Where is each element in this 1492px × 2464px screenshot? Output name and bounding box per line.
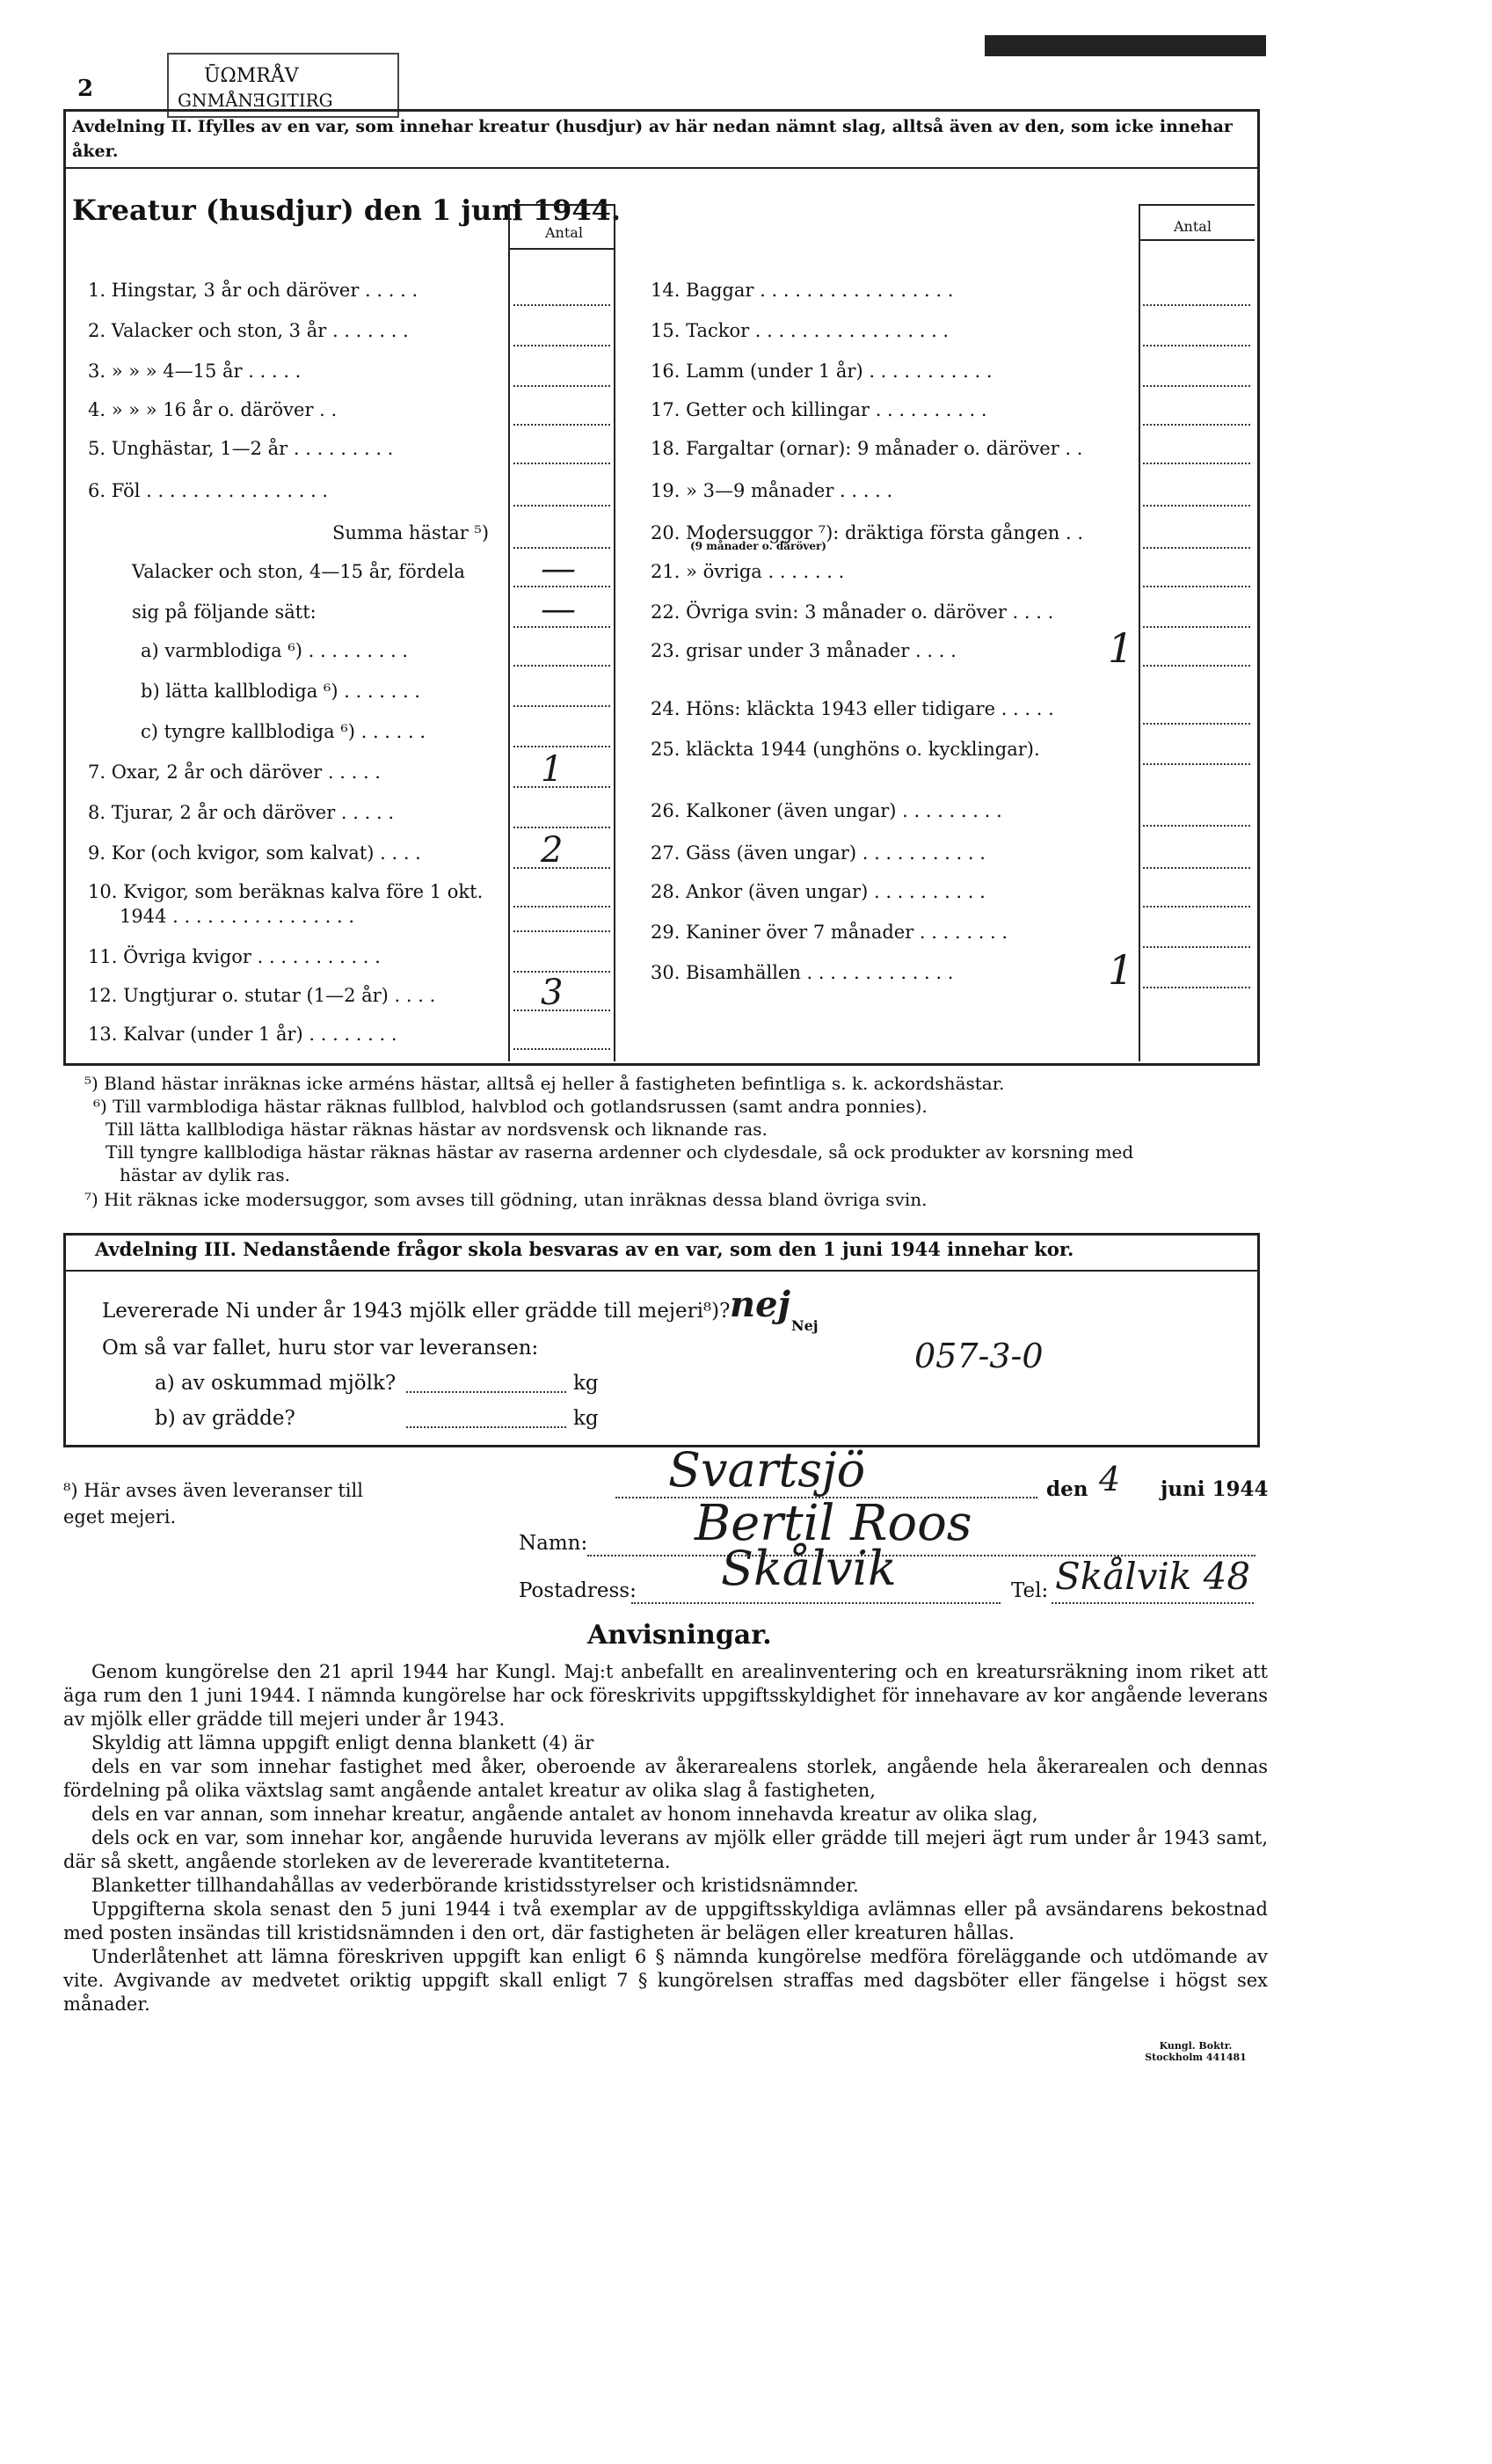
- right-row-label: 15. Tackor . . . . . . . . . . . . . . . . .: [651, 320, 950, 341]
- instruction-paragraph: Blanketter tillhandahållas av vederbörande kristidsstyrelser och kristidsnämnder.: [91, 1875, 859, 1896]
- left-row-label: 2. Valacker och ston, 3 år . . . . . . .: [88, 320, 409, 341]
- left-row-entry-line: [513, 665, 610, 667]
- question-1-options: Nej: [791, 1317, 819, 1334]
- left-col-line-a: [508, 204, 510, 1061]
- left-row-value: —: [541, 589, 576, 630]
- left-row-label: 1. Hingstar, 3 år och däröver . . . . .: [88, 280, 418, 301]
- footnote-8: ⁸) Här avses även leveranser till eget mejeri.: [63, 1480, 363, 1527]
- footnote: ⁶) Till varmblodiga hästar räknas fullblod, halvblod och gotlandsrussen (samt andra ponnies).: [93, 1096, 928, 1117]
- right-row-entry-line: [1143, 424, 1250, 426]
- instruction-paragraph: Skyldig att lämna uppgift enligt denna blankett (4) är: [91, 1732, 594, 1753]
- unit-a: kg: [573, 1372, 599, 1395]
- left-row-label: 8. Tjurar, 2 år och däröver . . . . .: [88, 802, 394, 823]
- name-value: Bertil Roos: [695, 1495, 972, 1552]
- right-row-entry-line: [1143, 626, 1250, 628]
- right-col-top: [1139, 204, 1255, 206]
- left-row-label: 11. Övriga kvigor . . . . . . . . . . .: [88, 946, 381, 967]
- footnote: Till tyngre kallblodiga hästar räknas hästar av raserna ardenner och clydesdale, så ock produkter av korsning med: [106, 1141, 1134, 1163]
- left-col-top: [508, 204, 615, 206]
- footnote: ⁵) Bland hästar inräknas icke arméns hästar, alltså ej heller å fastigheten befintliga s. k. ackordshästar.: [84, 1073, 1005, 1094]
- left-row-label: 9. Kor (och kvigor, som kalvat) . . . .: [88, 842, 421, 864]
- tel-value: Skålvik 48: [1055, 1555, 1251, 1598]
- left-row-value: 1: [541, 749, 564, 790]
- left-row-value: 3: [541, 973, 564, 1013]
- left-row-label: 13. Kalvar (under 1 år) . . . . . . . .: [88, 1024, 397, 1045]
- right-row-label: 25. kläckta 1944 (unghöns o. kycklingar).: [651, 739, 1040, 760]
- right-row-entry-line: [1143, 946, 1250, 948]
- right-row-label: 20. Modersuggor ⁷): dräktiga första gången . .: [651, 522, 1084, 543]
- instructions-title: Anvisningar.: [587, 1620, 772, 1651]
- answer-b-line: [406, 1426, 566, 1428]
- left-row-label: 12. Ungtjurar o. stutar (1—2 år) . . . .: [88, 985, 436, 1006]
- left-row-entry-line: [513, 463, 610, 464]
- right-row-entry-line: [1143, 987, 1250, 988]
- right-row-entry-line: [1143, 385, 1250, 387]
- left-row-label: 4. » » » 16 år o. däröver . .: [88, 399, 338, 420]
- right-row-label: 28. Ankor (även ungar) . . . . . . . . . .: [651, 881, 986, 902]
- right-row-entry-line: [1143, 665, 1250, 667]
- left-row-label: Summa hästar ⁵): [332, 522, 490, 543]
- left-row-label: 7. Oxar, 2 år och däröver . . . . .: [88, 762, 381, 783]
- left-col-line-b: [614, 204, 615, 1061]
- right-row-label: 18. Fargaltar (ornar): 9 månader o. däröver . .: [651, 438, 1083, 459]
- instruction-paragraph: Underlåtenhet att lämna föreskriven uppgift kan enligt 6 § nämnda kungörelse medföra föreläggande och utdömande av vite. Avgivande av medvetet oriktig uppgift skall enligt 7 § kungörelsen straffas med dagsböter eller fängelse i högst sex månader.: [63, 1946, 1268, 2015]
- left-row-entry-line: [513, 906, 610, 908]
- left-row-label: a) varmblodiga ⁶) . . . . . . . . .: [141, 640, 409, 661]
- left-row-entry-line: [513, 746, 610, 747]
- left-row-label: 3. » » » 4—15 år . . . . .: [88, 361, 302, 382]
- left-row-entry-line: [513, 827, 610, 828]
- right-row-value: 1: [1108, 624, 1134, 672]
- question-b: b) av grädde?: [155, 1407, 295, 1430]
- left-row-label: 5. Unghästar, 1—2 år . . . . . . . . .: [88, 438, 394, 459]
- section-3-heading: Avdelning III. Nedanstående frågor skola besvaras av en var, som den 1 juni 1944 innehar kor.: [95, 1238, 1074, 1260]
- right-row-entry-line: [1143, 763, 1250, 765]
- printer-mark: Kungl. Boktr. Stockholm 441481: [1145, 2040, 1247, 2063]
- left-row-entry-line: [513, 930, 610, 932]
- right-row-entry-line: [1143, 345, 1250, 346]
- left-row-entry-line: [513, 385, 610, 387]
- footnote: ⁷) Hit räknas icke modersuggor, som avses till gödning, utan inräknas dessa bland övriga svin.: [84, 1189, 928, 1210]
- left-row-entry-line: [513, 345, 610, 346]
- right-row-entry-line: [1143, 723, 1250, 725]
- section-2-heading: [72, 114, 1250, 164]
- right-row-label: 30. Bisamhällen . . . . . . . . . . . . .: [651, 962, 954, 983]
- section-2-title: Kreatur (husdjur) den 1 juni 1944.: [72, 193, 622, 227]
- address-value: Skålvik: [721, 1541, 897, 1596]
- right-row-label: 23. grisar under 3 månader . . . .: [651, 640, 957, 661]
- question-2: Om så var fallet, huru stor var leveransen:: [102, 1337, 539, 1360]
- right-col-header: Antal: [1174, 218, 1212, 235]
- date-day: 4: [1099, 1460, 1121, 1498]
- right-row-label: 22. Övriga svin: 3 månader o. däröver . . . .: [651, 601, 1054, 623]
- right-row-label: 16. Lamm (under 1 år) . . . . . . . . . . .: [651, 361, 993, 382]
- instruction-paragraph: dels ock en var, som innehar kor, angående huruvida leverans av mjölk eller grädde till mejeri ägt rum under år 1943 samt, där så skett, angående storleken av de levererade kvantiteterna.: [63, 1827, 1268, 1872]
- tel-label: Tel:: [1011, 1579, 1049, 1602]
- question-a: a) av oskummad mjölk?: [155, 1372, 397, 1395]
- right-row-entry-line: [1143, 825, 1250, 827]
- address-label: Postadress:: [519, 1579, 637, 1602]
- signature-place: Svartsjö: [668, 1442, 866, 1498]
- left-row-label: 6. Föl . . . . . . . . . . . . . . . .: [88, 480, 329, 501]
- page-number: 2: [77, 76, 94, 102]
- left-row-label: c) tyngre kallblodiga ⁶) . . . . . .: [141, 721, 426, 742]
- stamp-line-2: GNMÅNƎGITIRG: [178, 90, 333, 111]
- right-row-label: 19. » 3—9 månader . . . . .: [651, 480, 893, 501]
- instruction-paragraph: Genom kungörelse den 21 april 1944 har Kungl. Maj:t anbefallt en arealinventering och en kreatursräkning inom riket att äga rum den 1 juni 1944. I nämnda kungörelse har ock föreskrivits uppgiftsskyldighet för innehavare av kor angående leverans av mjölk eller grädde till mejeri under år 1943.: [63, 1661, 1268, 1730]
- right-row-label: 17. Getter och killingar . . . . . . . . . .: [651, 399, 987, 420]
- stamp-line-1: ŪΩMRÅV: [204, 65, 299, 87]
- instructions-body: [63, 1660, 1268, 2016]
- right-row-entry-line: [1143, 547, 1250, 549]
- footnote: Till lätta kallblodiga hästar räknas hästar av nordsvensk och liknande ras.: [106, 1119, 768, 1140]
- question-1-answer: nej: [730, 1284, 791, 1325]
- left-row-label: 10. Kvigor, som beräknas kalva före 1 okt.: [88, 881, 484, 902]
- right-row-label: 14. Baggar . . . . . . . . . . . . . . . . .: [651, 280, 954, 301]
- section-2-heading-bold: Avdelning II.: [72, 117, 193, 136]
- left-col-header-line: [508, 248, 615, 250]
- right-row-label: 26. Kalkoner (även ungar) . . . . . . . . .: [651, 800, 1002, 821]
- left-row-value: —: [541, 549, 576, 589]
- footnote: hästar av dylik ras.: [120, 1164, 291, 1185]
- right-col-header-line: [1139, 239, 1255, 241]
- left-row-label: Valacker och ston, 4—15 år, fördela: [132, 561, 465, 582]
- left-row-entry-line: [513, 304, 610, 306]
- instruction-paragraph: dels en var som innehar fastighet med åker, oberoende av åkerarealens storlek, angående hela åkerarealen och dennas fördelning på olika växtslag samt angående antalet kreatur av olika slag å fastigheten,: [63, 1756, 1268, 1801]
- heading-divider: [63, 167, 1257, 169]
- right-row-label: 21. » övriga . . . . . . .: [651, 561, 845, 582]
- left-row-label: sig på följande sätt:: [132, 601, 317, 623]
- top-right-stamp: [985, 35, 1266, 56]
- sugg-note: (9 månader o. däröver): [690, 540, 826, 552]
- question-1: Levererade Ni under år 1943 mjölk eller grädde till mejeri⁸)?: [102, 1300, 731, 1323]
- instruction-paragraph: dels en var annan, som innehar kreatur, angående antalet av honom innehavda kreatur av olika slag,: [91, 1804, 1038, 1825]
- left-row-label: 1944 . . . . . . . . . . . . . . . .: [120, 906, 355, 927]
- section-3-divider: [63, 1270, 1257, 1272]
- right-row-entry-line: [1143, 586, 1250, 587]
- tel-line: [1052, 1602, 1254, 1604]
- date-suffix: juni 1944: [1161, 1477, 1269, 1501]
- right-row-entry-line: [1143, 463, 1250, 464]
- left-row-value: 2: [541, 830, 564, 871]
- right-row-entry-line: [1143, 304, 1250, 306]
- right-col-line: [1139, 204, 1140, 1061]
- right-row-label: 24. Höns: kläckta 1943 eller tidigare . . . . .: [651, 698, 1054, 719]
- left-row-entry-line: [513, 424, 610, 426]
- unit-b: kg: [573, 1407, 599, 1430]
- date-prefix: den: [1046, 1477, 1088, 1501]
- right-row-entry-line: [1143, 867, 1250, 869]
- stamp-box: [167, 53, 399, 118]
- section-2-heading-text: Ifylles av en var, som innehar kreatur (husdjur) av här nedan nämnt slag, alltså även av den, som icke innehar åker.: [72, 117, 1233, 161]
- right-row-entry-line: [1143, 906, 1250, 908]
- right-row-label: 29. Kaniner över 7 månader . . . . . . . .: [651, 922, 1008, 943]
- left-col-header: Antal: [545, 224, 583, 241]
- left-row-entry-line: [513, 1048, 610, 1050]
- left-row-entry-line: [513, 705, 610, 707]
- answer-a-line: [406, 1391, 566, 1393]
- name-label: Namn:: [519, 1532, 588, 1555]
- address-line: [631, 1602, 1001, 1604]
- left-row-label: b) lätta kallblodiga ⁶) . . . . . . .: [141, 681, 420, 702]
- left-row-entry-line: [513, 505, 610, 507]
- handwritten-number: 057-3-0: [914, 1337, 1044, 1375]
- instruction-paragraph: Uppgifterna skola senast den 5 juni 1944 i två exemplar av de uppgiftsskyldiga avlämnas eller på avsändarens bekostnad med posten insändas till kristidsnämnden i den ort, där fastigheten är belägen eller kreaturen hållas.: [63, 1899, 1268, 1943]
- right-row-label: 27. Gäss (även ungar) . . . . . . . . . . .: [651, 842, 986, 864]
- right-row-entry-line: [1143, 505, 1250, 507]
- right-row-value: 1: [1108, 946, 1134, 994]
